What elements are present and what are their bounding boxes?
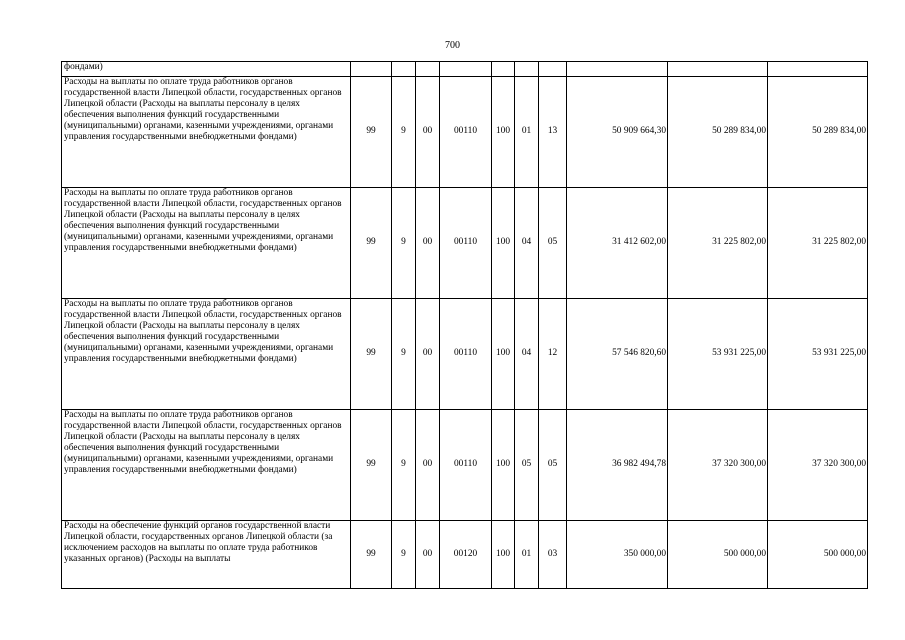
code-program: 99 bbox=[351, 410, 392, 521]
budget-table bbox=[61, 61, 868, 589]
amount-year-2: 500 000,00 bbox=[668, 521, 768, 589]
code-expense-type: 100 bbox=[492, 410, 515, 521]
code-section: 04 bbox=[515, 299, 539, 410]
code-expense-type: 100 bbox=[492, 299, 515, 410]
page-number: 700 bbox=[445, 40, 460, 51]
code-expense-type: 100 bbox=[492, 77, 515, 188]
amount-year-3: 37 320 300,00 bbox=[768, 410, 868, 521]
code-main-event: 00 bbox=[416, 77, 440, 188]
amount-year-1: 36 982 494,78 bbox=[567, 410, 668, 521]
row-description: Расходы на выплаты по оплате труда работников органов государственной власти Липецкой области, государственных органов Липецкой области (Расходы на выплаты персоналу в целях обеспечения выполнения функций государственными (муниципальными) органами, казенными учреждениями, органами управления государственными внебюджетными фондами) bbox=[62, 77, 351, 188]
amount-year-2: 37 320 300,00 bbox=[668, 410, 768, 521]
code-subprogram: 9 bbox=[392, 188, 416, 299]
amount-year-1: 350 000,00 bbox=[567, 521, 668, 589]
row-description: Расходы на выплаты по оплате труда работников органов государственной власти Липецкой области, государственных органов Липецкой области (Расходы на выплаты персоналу в целях обеспечения выполнения функций государственными (муниципальными) органами, казенными учреждениями, органами управления государственными внебюджетными фондами) bbox=[62, 410, 351, 521]
code-subprogram: 9 bbox=[392, 299, 416, 410]
code-subprogram: 9 bbox=[392, 521, 416, 589]
code-subprogram: 9 bbox=[392, 410, 416, 521]
table-row bbox=[62, 77, 868, 188]
code-direction: 00110 bbox=[440, 77, 492, 188]
row-description: Расходы на обеспечение функций органов государственной власти Липецкой области, государственных органов Липецкой области (за исключением расходов на выплаты по оплате труда работников указанных органов) (Расходы на выплаты bbox=[62, 521, 351, 589]
code-expense-type: 100 bbox=[492, 521, 515, 589]
code-main-event: 00 bbox=[416, 299, 440, 410]
code-expense-type: 100 bbox=[492, 188, 515, 299]
code-subprogram: 9 bbox=[392, 77, 416, 188]
code-main-event: 00 bbox=[416, 410, 440, 521]
table-row bbox=[62, 299, 868, 410]
row-description: Расходы на выплаты по оплате труда работников органов государственной власти Липецкой области, государственных органов Липецкой области (Расходы на выплаты персоналу в целях обеспечения выполнения функций государственными (муниципальными) органами, казенными учреждениями, органами управления государственными внебюджетными фондами) bbox=[62, 299, 351, 410]
row-description: Расходы на выплаты по оплате труда работников органов государственной власти Липецкой области, государственных органов Липецкой области (Расходы на выплаты персоналу в целях обеспечения выполнения функций государственными (муниципальными) органами, казенными учреждениями, органами управления государственными внебюджетными фондами) bbox=[62, 188, 351, 299]
code-program: 99 bbox=[351, 299, 392, 410]
amount-year-1: 57 546 820,60 bbox=[567, 299, 668, 410]
amount-year-3: 50 289 834,00 bbox=[768, 77, 868, 188]
amount-year-3: 31 225 802,00 bbox=[768, 188, 868, 299]
code-direction: 00110 bbox=[440, 299, 492, 410]
amount-year-3: 53 931 225,00 bbox=[768, 299, 868, 410]
code-subsection: 03 bbox=[539, 521, 567, 589]
code-direction: 00120 bbox=[440, 521, 492, 589]
code-subsection: 05 bbox=[539, 410, 567, 521]
amount-year-1: 50 909 664,30 bbox=[567, 77, 668, 188]
table-row bbox=[62, 521, 868, 589]
amount-year-2: 50 289 834,00 bbox=[668, 77, 768, 188]
table-row bbox=[62, 62, 868, 77]
amount-year-3: 500 000,00 bbox=[768, 521, 868, 589]
amount-year-2: 31 225 802,00 bbox=[668, 188, 768, 299]
amount-year-1: 31 412 602,00 bbox=[567, 188, 668, 299]
code-section: 05 bbox=[515, 410, 539, 521]
code-section: 04 bbox=[515, 188, 539, 299]
code-main-event: 00 bbox=[416, 521, 440, 589]
code-subsection: 05 bbox=[539, 188, 567, 299]
code-direction: 00110 bbox=[440, 410, 492, 521]
code-program: 99 bbox=[351, 188, 392, 299]
code-subsection: 13 bbox=[539, 77, 567, 188]
code-main-event: 00 bbox=[416, 188, 440, 299]
amount-year-2: 53 931 225,00 bbox=[668, 299, 768, 410]
code-program: 99 bbox=[351, 77, 392, 188]
code-direction: 00110 bbox=[440, 188, 492, 299]
code-subsection: 12 bbox=[539, 299, 567, 410]
row-description: фондами) bbox=[62, 62, 351, 77]
table-row bbox=[62, 188, 868, 299]
table-row bbox=[62, 410, 868, 521]
code-section: 01 bbox=[515, 521, 539, 589]
code-program: 99 bbox=[351, 521, 392, 589]
code-section: 01 bbox=[515, 77, 539, 188]
